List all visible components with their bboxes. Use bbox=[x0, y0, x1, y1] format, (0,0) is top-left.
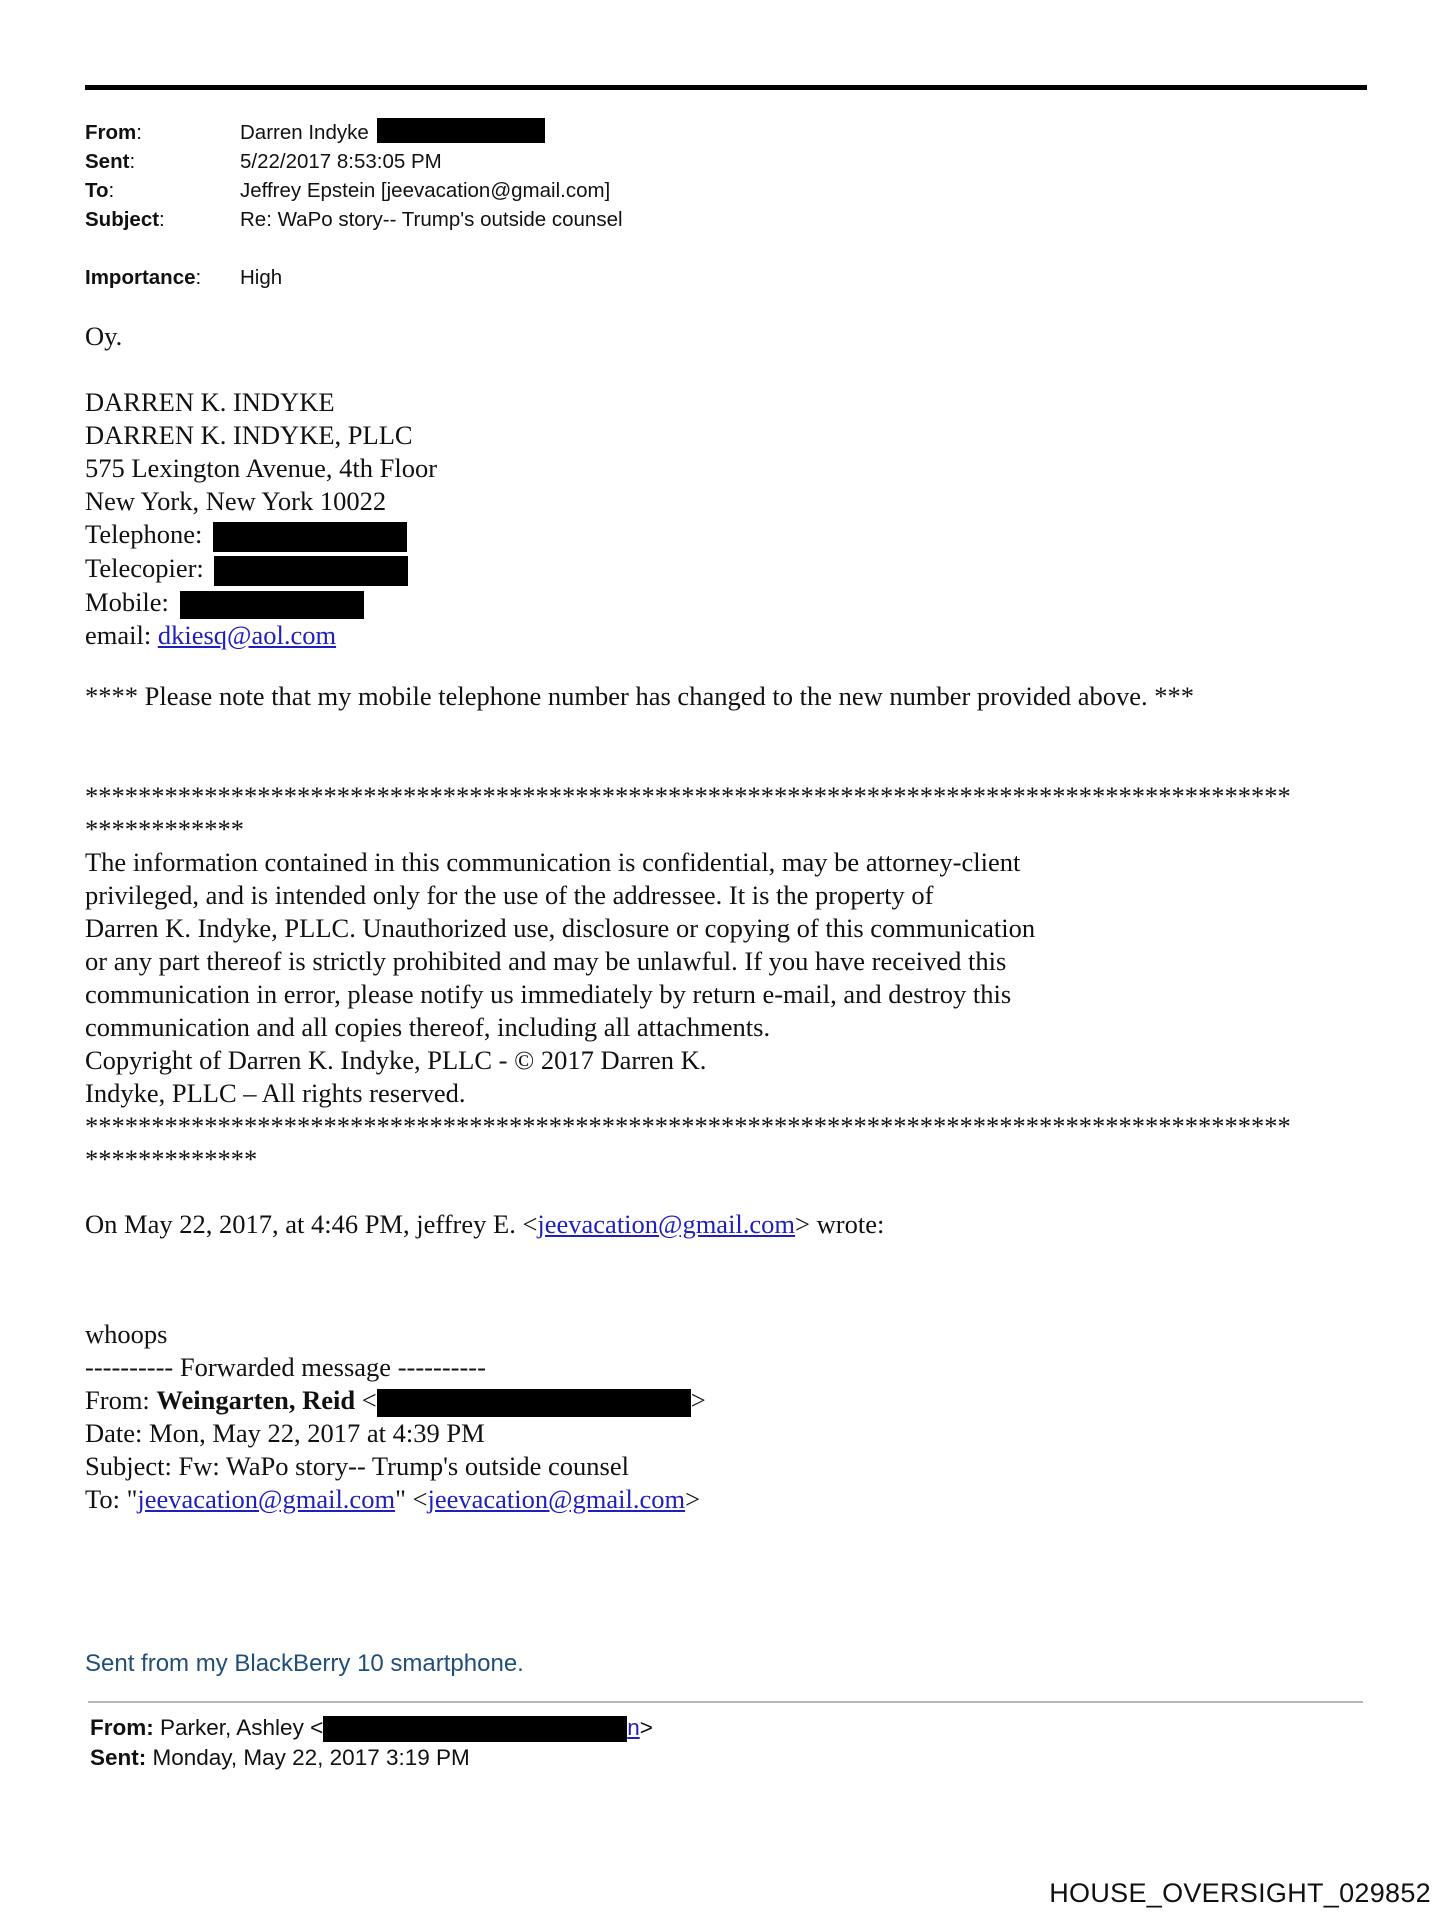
forwarded-to-suffix: > bbox=[685, 1484, 701, 1514]
forwarded-marker: ---------- Forwarded message ---------- bbox=[85, 1352, 486, 1382]
forwarded-to-email-link-2[interactable]: jeevacation@gmail.com bbox=[427, 1484, 686, 1514]
signature-telephone-row bbox=[85, 518, 437, 552]
original-from-email-tail[interactable]: n bbox=[627, 1715, 640, 1740]
email-label: email: bbox=[85, 619, 152, 650]
redaction-box bbox=[180, 591, 364, 619]
redaction-box bbox=[377, 118, 545, 143]
quoted-intro-suffix: > wrote: bbox=[795, 1209, 885, 1239]
mobile-number-note: **** Please note that my mobile telephone number has changed to the new number provided above. *** bbox=[85, 681, 1195, 711]
disclaimer-line: communication in error, please notify us immediately by return e-mail, and destroy this bbox=[85, 979, 1012, 1009]
forwarded-from-close: > bbox=[690, 1385, 706, 1415]
signature-email-row bbox=[85, 619, 437, 652]
forward-divider bbox=[88, 1701, 1363, 1703]
header-importance-row: Importance: High bbox=[85, 263, 623, 292]
signature-name: DARREN K. INDYKE bbox=[85, 387, 335, 417]
email-header bbox=[85, 118, 623, 292]
header-from-row: From: Darren Indyke bbox=[85, 118, 623, 147]
disclaimer-stars-full: ******************************************************************************************* bbox=[85, 1111, 1291, 1141]
forwarded-from-open: < bbox=[355, 1385, 377, 1415]
forwarded-from-prefix: From: bbox=[85, 1385, 157, 1415]
mobile-label: Mobile: bbox=[85, 586, 169, 617]
disclaimer-line: Copyright of Darren K. Indyke, PLLC - © 2017 Darren K. bbox=[85, 1045, 707, 1075]
quoted-intro-prefix: On May 22, 2017, at 4:46 PM, jeffrey E. < bbox=[85, 1209, 538, 1239]
header-subject-row: Subject: Re: WaPo story-- Trump's outside counsel bbox=[85, 205, 623, 234]
original-sent-row bbox=[90, 1743, 653, 1773]
blackberry-signature: Sent from my BlackBerry 10 smartphone. bbox=[85, 1650, 524, 1677]
disclaimer-stars-tail-top: ************ bbox=[85, 814, 244, 844]
forwarded-to-email-link-1[interactable]: jeevacation@gmail.com bbox=[137, 1484, 396, 1514]
header-to-row: To: Jeffrey Epstein [jeevacation@gmail.com] bbox=[85, 176, 623, 205]
signature-address-1: 575 Lexington Avenue, 4th Floor bbox=[85, 453, 438, 483]
forwarded-date-row: Date: Mon, May 22, 2017 at 4:39 PM bbox=[85, 1418, 485, 1448]
original-message-header bbox=[90, 1713, 653, 1773]
redaction-box bbox=[213, 522, 407, 552]
forwarded-from-row bbox=[85, 1384, 706, 1417]
disclaimer-line: or any part thereof is strictly prohibited and may be unlawful. If you have received this bbox=[85, 946, 1007, 976]
telecopier-label: Telecopier: bbox=[85, 552, 204, 583]
importance-value: High bbox=[240, 266, 283, 289]
subject-label: Subject bbox=[85, 208, 160, 231]
disclaimer-line: Indyke, PLLC – All rights reserved. bbox=[85, 1078, 466, 1108]
original-from-value: Parker, Ashley < bbox=[153, 1715, 324, 1740]
whoops-text: whoops bbox=[85, 1319, 168, 1349]
forwarded-to-prefix: To: " bbox=[85, 1484, 138, 1514]
signature-mobile-row bbox=[85, 586, 437, 619]
header-sent-row: Sent: 5/22/2017 8:53:05 PM bbox=[85, 147, 623, 176]
top-rule bbox=[85, 85, 1367, 90]
forwarded-from-name: Weingarten, Reid bbox=[156, 1385, 356, 1415]
forwarded-subject-row: Subject: Fw: WaPo story-- Trump's outside counsel bbox=[85, 1451, 629, 1481]
disclaimer-block bbox=[85, 780, 1291, 1176]
redaction-box bbox=[214, 556, 408, 586]
telephone-label: Telephone: bbox=[85, 519, 203, 549]
signature-block bbox=[85, 386, 437, 652]
disclaimer-line: communication and all copies thereof, including all attachments. bbox=[85, 1012, 771, 1042]
forwarded-to-mid: " < bbox=[395, 1484, 428, 1514]
from-label: From bbox=[85, 121, 137, 144]
signature-telecopier-row bbox=[85, 552, 437, 586]
disclaimer-stars-tail-bottom: ************* bbox=[85, 1144, 258, 1174]
signature-firm: DARREN K. INDYKE, PLLC bbox=[85, 420, 413, 450]
bates-number: HOUSE_OVERSIGHT_029852 bbox=[1049, 1878, 1431, 1908]
original-from-row bbox=[90, 1713, 653, 1743]
disclaimer-line: Darren K. Indyke, PLLC. Unauthorized use, disclosure or copying of this communication bbox=[85, 913, 1036, 943]
redaction-box bbox=[377, 1389, 691, 1417]
sent-label: Sent bbox=[85, 150, 130, 173]
disclaimer-line: The information contained in this communication is confidential, may be attorney-client bbox=[85, 847, 1021, 877]
signature-email-link[interactable]: dkiesq@aol.com bbox=[157, 619, 337, 650]
redaction-box bbox=[323, 1716, 627, 1742]
to-label: To bbox=[85, 179, 109, 202]
signature-address-2: New York, New York 10022 bbox=[85, 486, 387, 516]
quoted-intro bbox=[85, 1208, 884, 1241]
forwarded-message-block bbox=[85, 1318, 706, 1516]
original-sent-label: Sent: bbox=[90, 1745, 147, 1770]
disclaimer-stars-full: ******************************************************************************************* bbox=[85, 781, 1291, 811]
greeting: Oy. bbox=[85, 321, 123, 351]
original-from-label: From: bbox=[90, 1715, 154, 1740]
original-sent-value: Monday, May 22, 2017 3:19 PM bbox=[146, 1745, 470, 1770]
quoted-intro-email-link[interactable]: jeevacation@gmail.com bbox=[537, 1209, 796, 1239]
to-value: Jeffrey Epstein [jeevacation@gmail.com] bbox=[240, 179, 611, 202]
disclaimer-line: privileged, and is intended only for the use of the addressee. It is the property of bbox=[85, 880, 934, 910]
original-from-close: > bbox=[639, 1715, 653, 1740]
importance-label: Importance bbox=[85, 266, 196, 289]
from-value: Darren Indyke bbox=[240, 121, 369, 144]
forwarded-to-row bbox=[85, 1483, 706, 1516]
subject-value: Re: WaPo story-- Trump's outside counsel bbox=[240, 208, 623, 231]
sent-value: 5/22/2017 8:53:05 PM bbox=[240, 150, 442, 173]
